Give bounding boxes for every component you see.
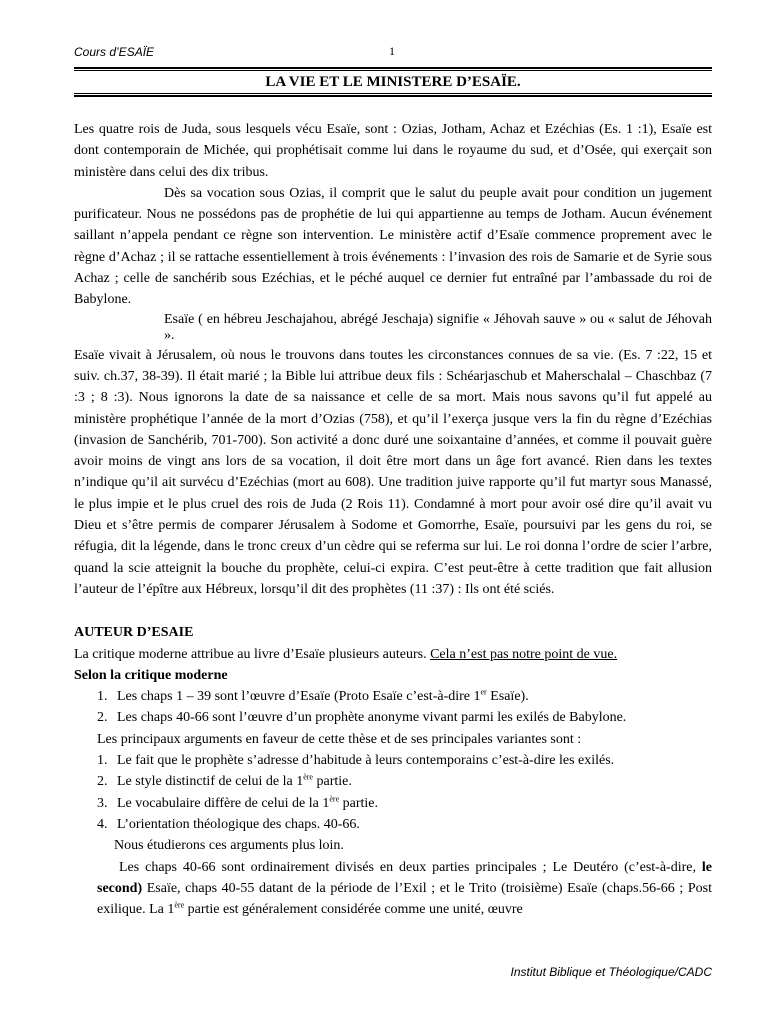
list-item: 2. Le style distinctif de celui de la 1ère partie. xyxy=(97,772,352,790)
intro-paragraph-vocation: Dès sa vocation sous Ozias, il comprit que le salut du peuple avait pour condition un jugement purificateur. Nous ne possédons pas de prophétie de lui qui appartienne au temps de Jotham. Aucun événement saillant n’appela pendant ce règne son intervention. Le ministère actif d’Esaïe commence proprement avec le règne d’Achaz ; il se rattache essentiellement à trois événements : l’invasion des rois de Samarie et de Syrie sous Achaz ; celle de sanchérib sous Ezéchias, et le péché auquel ce dernier fut entraîné par l’ambassade du roi de Babylone. xyxy=(74,185,712,308)
course-header: Cours d’ESAÏE xyxy=(74,45,155,59)
list-item: 1. Le fait que le prophète s’adresse d’habitude à leurs contemporains c’est-à-dire les exilés. xyxy=(97,753,615,769)
list-item: 3. Le vocabulaire diffère de celui de la 1ère partie. xyxy=(97,793,378,811)
list-item: 4. L’orientation théologique des chaps. 40-66. xyxy=(97,816,360,832)
author-lead-text: La critique moderne attribue au livre d’Esaïe plusieurs auteurs. xyxy=(74,646,427,662)
title-rule-thin xyxy=(74,93,712,94)
intro-paragraph-kings: Les quatre rois de Juda, sous lesquels vécu Esaïe, sont : Ozias, Jotham, Achaz et Ezéchias (Es. 1 :1), Esaïe est dont contemporain de Michée, qui prophétisait comme lui dans le royaume du sud, et d’Osée, qui exerçait son ministère dans celui des dix tribus. xyxy=(74,122,712,180)
list-item: 1. Les chaps 1 – 39 sont l’œuvre d’Esaïe (Proto Esaïe c’est-à-dire 1er Esaïe). xyxy=(97,687,529,705)
page-title: LA VIE ET LE MINISTERE D’ESAÏE. xyxy=(265,74,521,90)
author-lead xyxy=(74,644,712,665)
author-heading: AUTEUR D’ESAIE xyxy=(74,625,194,641)
page-number: 1 xyxy=(389,44,395,58)
name-meaning-note: Esaïe ( en hébreu Jeschajahou, abrégé Jeschaja) signifie « Jéhovah sauve » ou « salut de Jéhovah ». xyxy=(164,311,712,344)
document-body xyxy=(74,119,712,920)
critique-subheading: Selon la critique moderne xyxy=(74,667,228,683)
header-rule-top xyxy=(74,67,712,69)
title-rule-bottom xyxy=(74,95,712,97)
division-paragraph: Les chaps 40-66 sont ordinairement divisés en deux parties principales ; Le Deutéro (c’est-à-dire, le second) Esaïe, chaps 40-55 datant de la période de l’Exil ; et le Trito (troisième) Esaïe (chaps.56-66 ; Post exilique. La 1ère partie est généralement considérée comme une unité, œuvre xyxy=(97,859,712,918)
header-rule-top-thin xyxy=(74,70,712,71)
intro-paragraph-life: Esaïe vivait à Jérusalem, où nous le trouvons dans toutes les circonstances connues de sa vie. (Es. 7 :22, 15 et suiv. ch.37, 38-39). Il était marié ; la Bible lui attribue deux fils : Schéarjaschub et Maherschalal – Chaschbaz (7 :3 ; 8 :3). Nous ignorons la date de sa naissance et celle de sa mort. Mais nous savons qu’il fut appelé au ministère prophétique l’année de la mort d’Ozias (758), et qu’il l’exerça jusque vers la fin du règne d’Ezéchias (invasion de Sanchérib, 701-700). Son activité a donc duré une soixantaine d’années, et comme il pouvait guère avoir moins de vingt ans lors de sa vocation, il doit être mort dans un âge fort avancé. Rien dans les textes n’indique qu’il ait survécu d’Ezéchias (mort au 608). Une tradition juive rapporte qu’il fut martyr sous Manassé, le plus impie et le plus cruel des rois de Juda (2 Rois 11). Condamné à mort pour avoir osé dire qu’il avait vu Dieu et s’être permis de comparer Jérusalem à Sodome et Gomorrhe, Esaïe, poursuivi par les gens du roi, se réfugia, dit la légende, dans le tronc creux d’un cèdre qui se referma sur lui. Le roi donna l’ordre de scier l’arbre, quand la scie atteignit la bouche du prophète, celui-ci expira. C’est peut-être à cette tradition que fait allusion l’auteur de l’épître aux Hébreux, lorsqu’il dit des prophètes (11 :37) : Ils ont été sciés. xyxy=(74,347,712,597)
authorship-list xyxy=(74,686,712,729)
list-item: 2. Les chaps 40-66 sont l’œuvre d’un prophète anonyme vivant parmi les exilés de Babylone. xyxy=(97,710,627,726)
arguments-list xyxy=(74,750,712,835)
footer-institution: Institut Biblique et Théologique/CADC xyxy=(510,965,712,979)
author-lead-underlined: Cela n’est pas notre point de vue. xyxy=(430,646,618,662)
study-note: Nous étudierons ces arguments plus loin. xyxy=(114,838,344,854)
arguments-intro: Les principaux arguments en faveur de cette thèse et de ses principales variantes sont : xyxy=(97,731,582,747)
